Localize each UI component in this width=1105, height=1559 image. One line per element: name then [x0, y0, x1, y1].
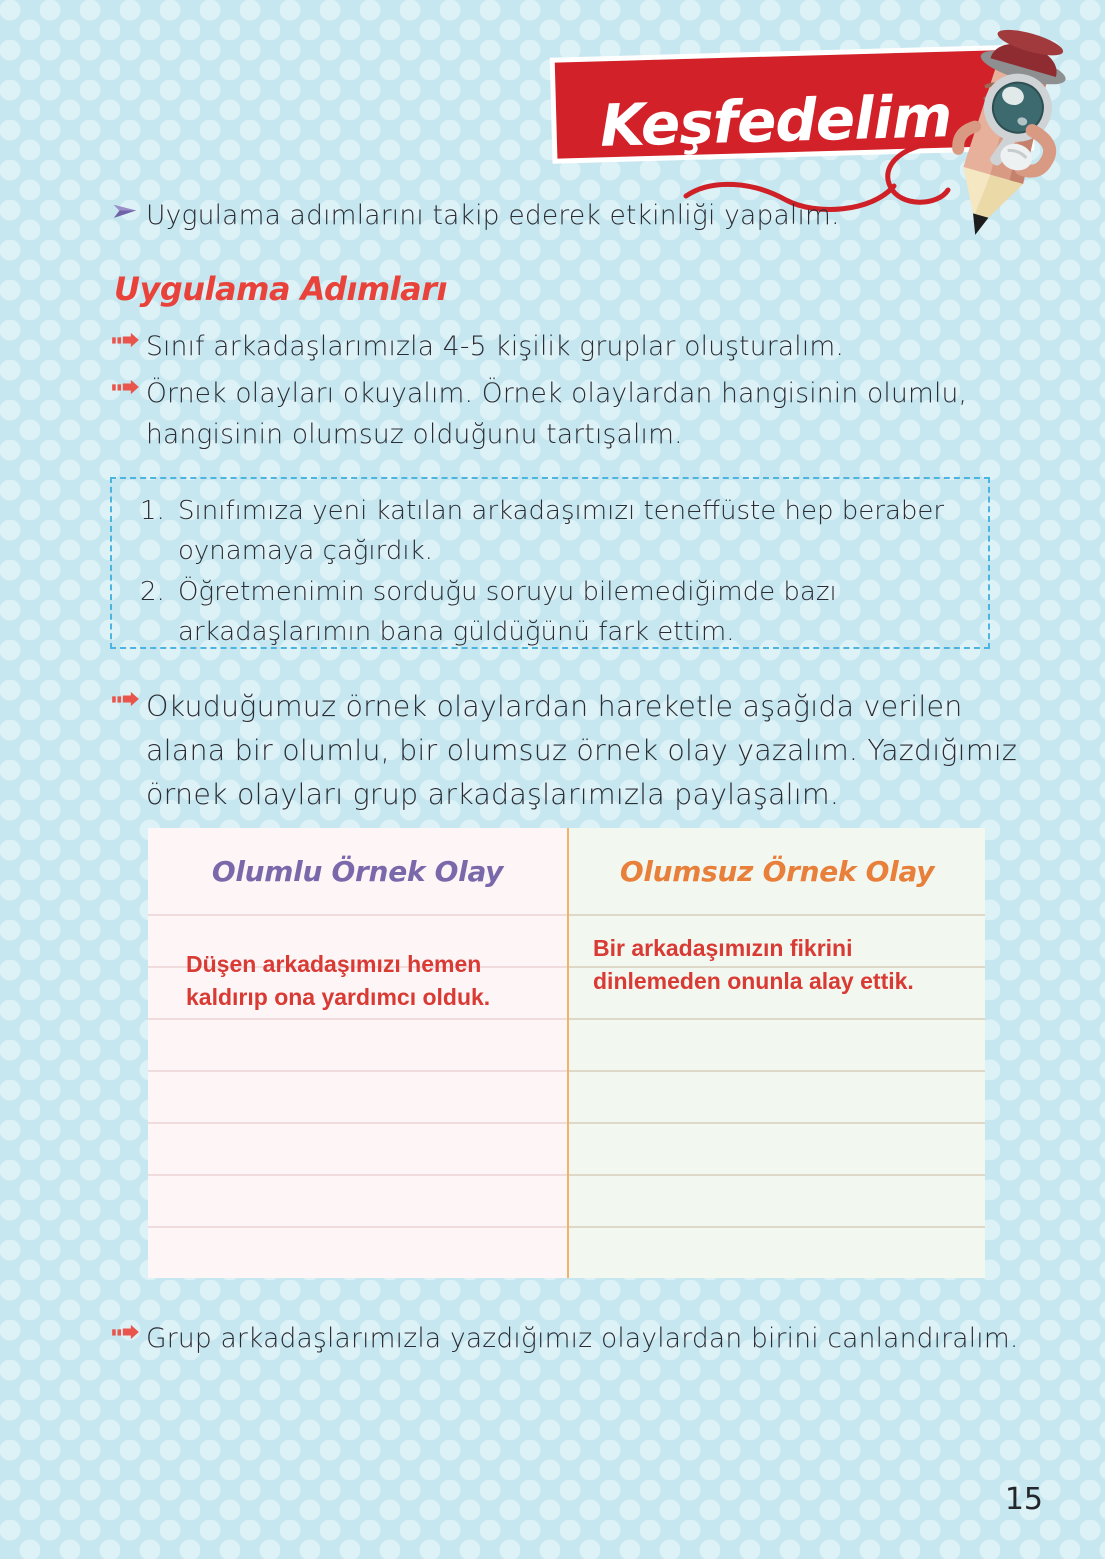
writing-line: [569, 1018, 985, 1070]
step-item-3-text: Okuduğumuz örnek olaylardan hareketle aşağıda verilen alana bir olumlu, bir olumsuz örnek olay yazalım. Yazdığımız örnek olayları grup arkadaşlarımızla paylaşalım.: [146, 690, 1018, 811]
writing-line: [569, 1122, 985, 1174]
negative-example-answer[interactable]: Bir arkadaşımızın fikrini dinlemeden onunla alay ettik.: [593, 935, 914, 994]
writing-line: [569, 1226, 985, 1278]
example-list-item: [140, 491, 970, 571]
writing-line: [569, 1070, 985, 1122]
writing-line: [148, 1070, 567, 1122]
writing-line: [148, 1122, 567, 1174]
positive-example-column[interactable]: [148, 828, 567, 1278]
example-item-text: Sınıfımıza yeni katılan arkadaşımızı teneffüste hep beraber oynamaya çağırdık.: [178, 496, 945, 566]
intro-instruction-text: Uygulama adımlarını takip ederek etkinliği yapalım.: [146, 200, 840, 231]
step-item-2: [112, 373, 972, 455]
steps-section-heading: Uygulama Adımları: [114, 270, 447, 308]
example-events-box: [110, 477, 990, 649]
positive-example-answer[interactable]: Düşen arkadaşımızı hemen kaldırıp ona yardımcı olduk.: [186, 951, 491, 1010]
example-item-text: Öğretmenimin sorduğu soruyu bilemediğimde bazı arkadaşlarımın bana güldüğünü fark ettim.: [178, 577, 837, 647]
red-arrow-icon: [112, 691, 146, 712]
red-arrow-icon: [112, 332, 146, 353]
writing-line: [569, 1174, 985, 1226]
banner-title: Keşfedelim: [599, 82, 953, 160]
writing-line: [148, 1018, 567, 1070]
page-number: 15: [1004, 1482, 1043, 1517]
positive-column-header: Olumlu Örnek Olay: [211, 854, 504, 888]
intro-instruction-row: [112, 195, 1012, 236]
negative-column-header: Olumsuz Örnek Olay: [619, 854, 935, 888]
example-list-item: [140, 572, 970, 652]
step-item-3: [112, 685, 1022, 817]
step-item-4-text: Grup arkadaşlarımızla yazdığımız olaylardan birini canlandıralım.: [146, 1323, 1019, 1354]
red-arrow-icon: [112, 379, 146, 400]
writing-line: [148, 1226, 567, 1278]
step-item-2-text: Örnek olayları okuyalım. Örnek olaylardan hangisinin olumlu, hangisinin olumsuz olduğunu tartışalım.: [146, 378, 968, 450]
negative-example-column[interactable]: [567, 828, 985, 1278]
writing-line: [148, 1174, 567, 1226]
step-item-1: [112, 326, 1012, 367]
purple-arrowhead-icon: [112, 201, 146, 225]
example-item-number: 1.: [140, 496, 165, 526]
example-events-answer-table[interactable]: [148, 828, 985, 1278]
example-item-number: 2.: [140, 577, 165, 607]
step-item-4: [112, 1318, 1022, 1359]
red-arrow-icon: [112, 1324, 146, 1345]
step-item-1-text: Sınıf arkadaşlarımızla 4-5 kişilik gruplar oluşturalım.: [146, 331, 845, 362]
